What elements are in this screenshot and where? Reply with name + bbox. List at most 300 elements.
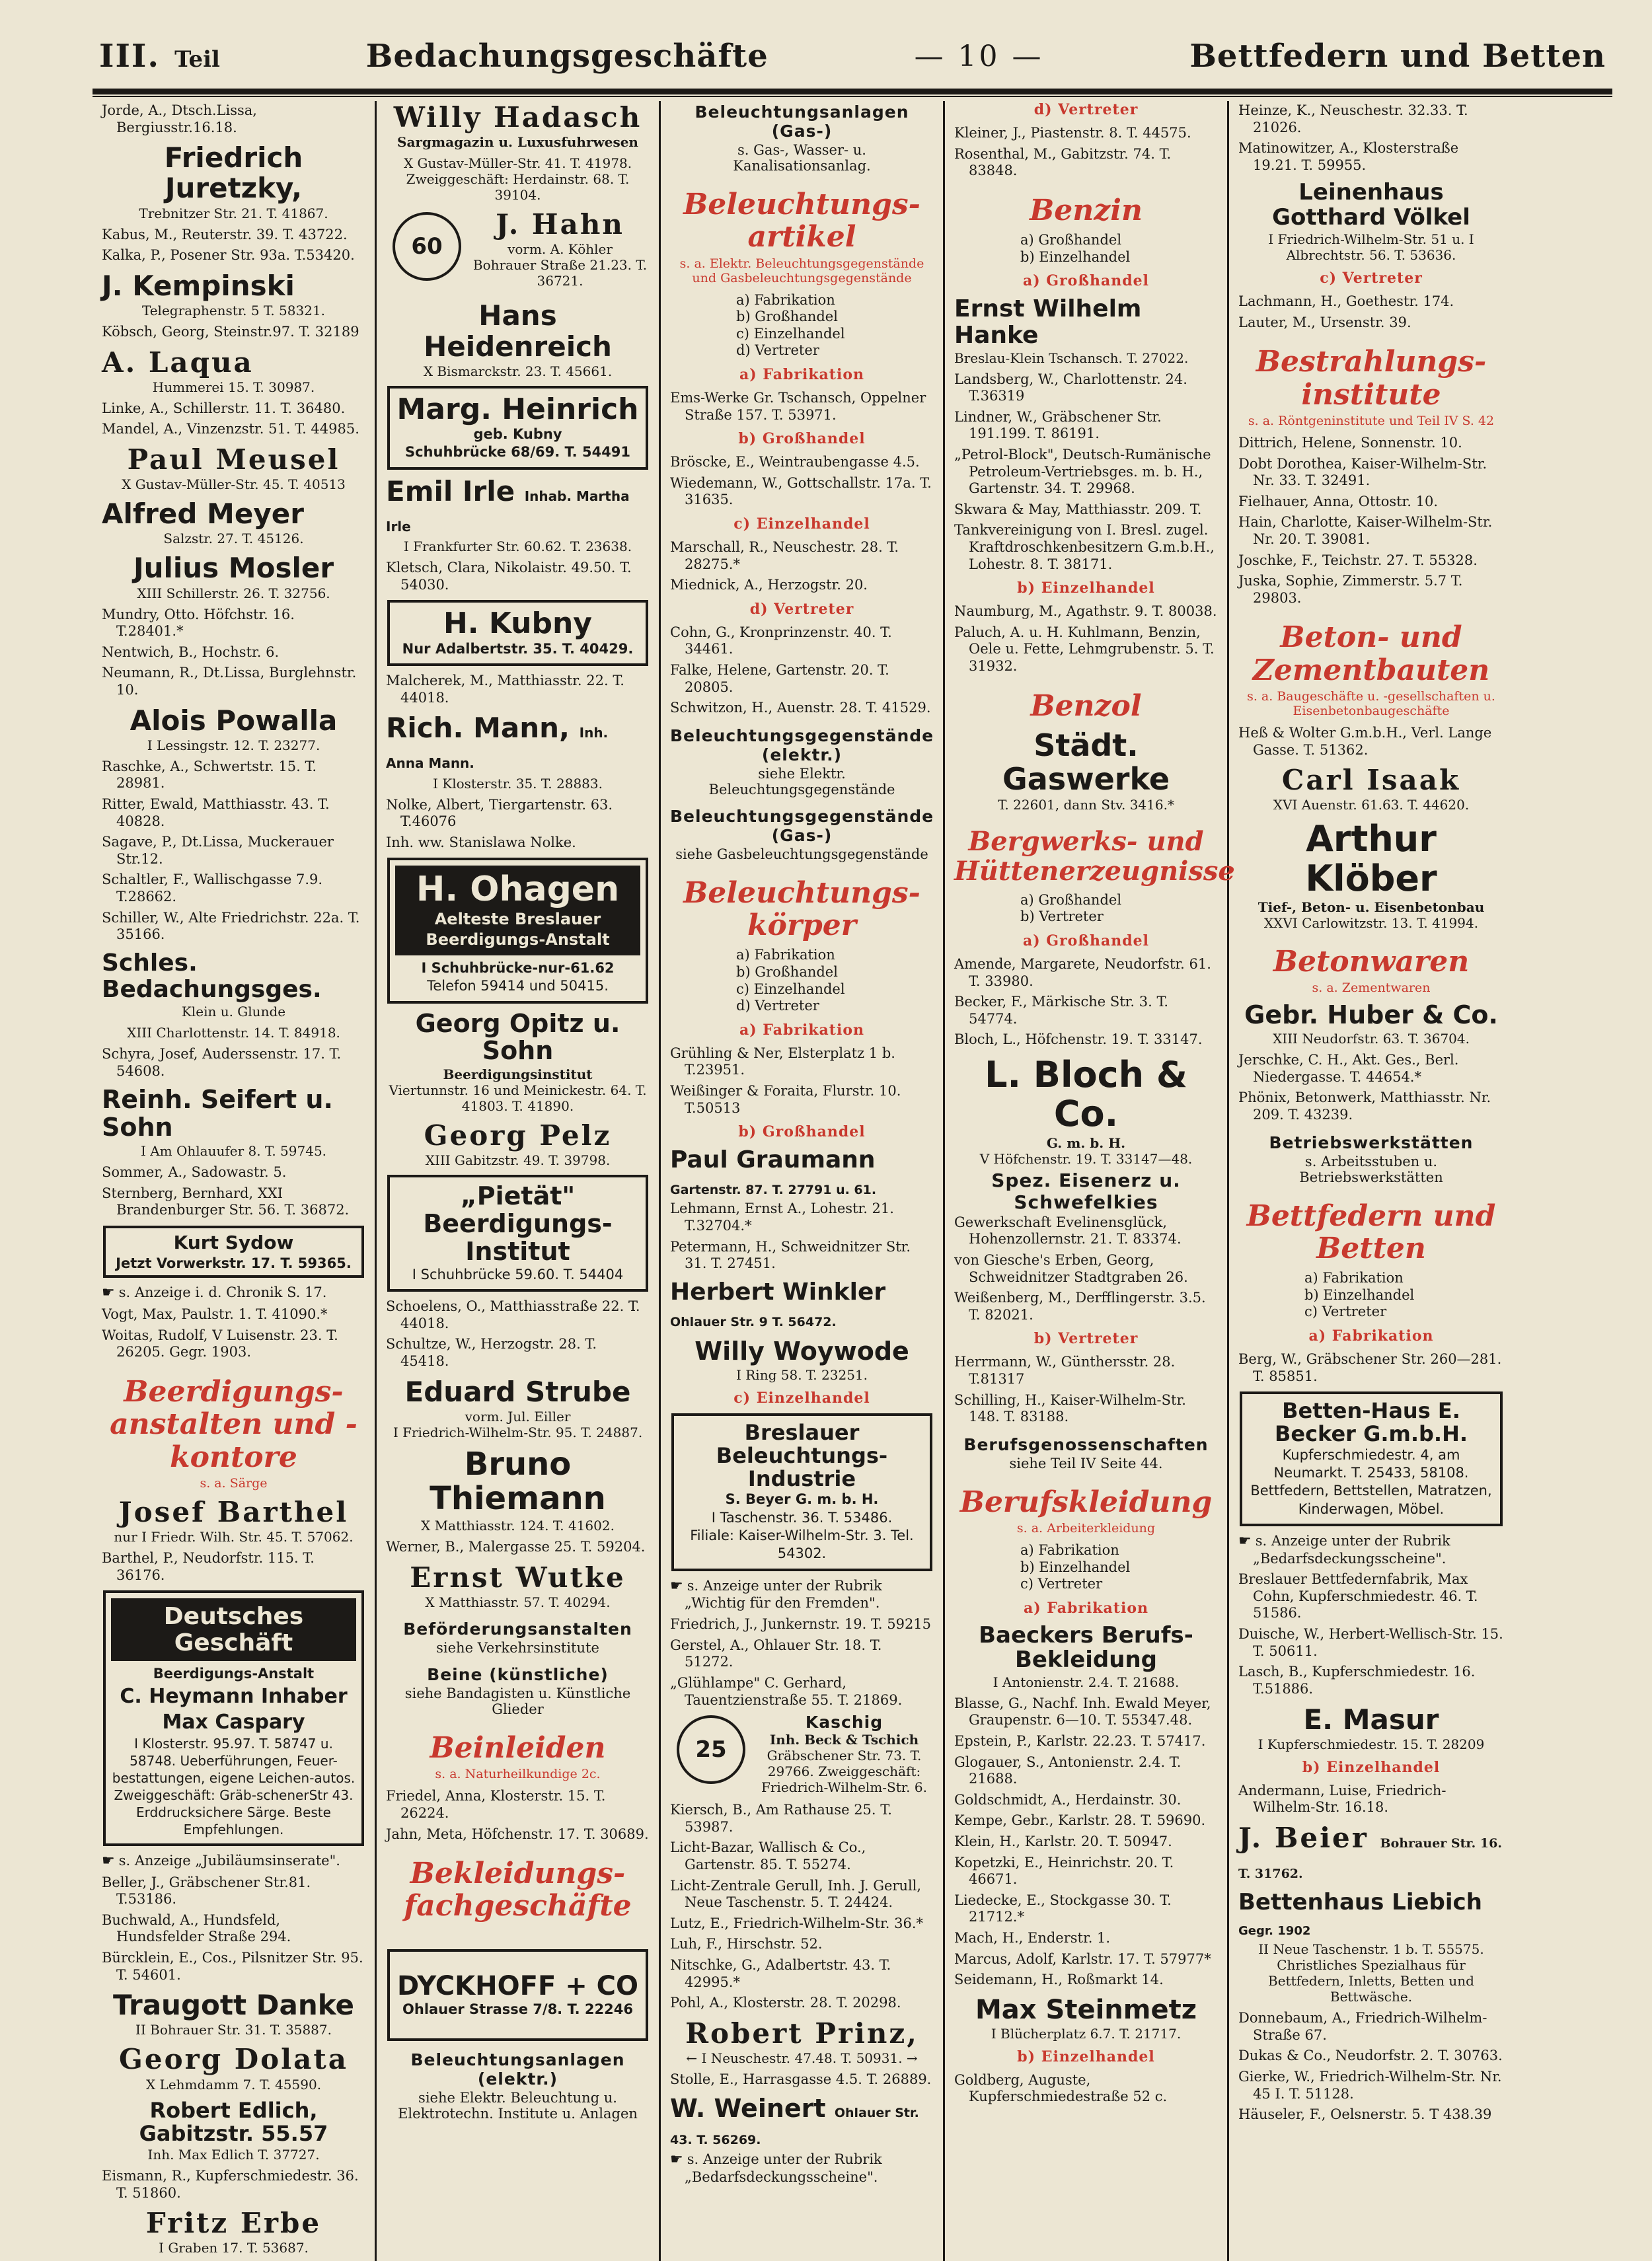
section-heading-benzol: Benzol	[1030, 688, 1142, 723]
ad-hanke-name: Ernst Wilhelm Hanke	[954, 295, 1142, 349]
entry: Kempe, Gebr., Karlstr. 28. T. 59690.	[954, 1812, 1206, 1829]
ad-mosler-address: XIII Schillerstr. 26. T. 32756.	[137, 585, 330, 601]
entry: Licht-Zentrale Gerull, Inh. J. Gerull, Neue Taschenstr. 5. T. 24424.	[670, 1877, 922, 1911]
category-list	[954, 232, 1218, 266]
ad-isaak-name: Carl Isaak	[1281, 764, 1461, 797]
subsection-heading: a) Großhandel	[1022, 272, 1150, 290]
ad-ohagen-line: Aelteste Breslauer	[434, 909, 601, 928]
entry-text: s. Anzeige unter der Rubrik „Wichtig für den Fremden".	[685, 1577, 882, 1612]
entry: Lauter, M., Ursenstr. 39.	[1238, 314, 1411, 330]
ad-heinrich-name: Marg. Heinrich	[396, 392, 639, 426]
ad-sydow-box	[103, 1226, 364, 1279]
header-rule-thin	[93, 96, 1612, 97]
ad-heymann-owner: C. Heymann Inhaber Max Caspary	[120, 1684, 348, 1734]
entry: Blasse, G., Nachf. Inh. Ewald Meyer, Graupenstr. 6—10. T. 55347.48.	[954, 1695, 1211, 1728]
entry: Schiller, W., Alte Friedrichstr. 22a. T. 35166.	[102, 909, 360, 943]
entry: Ritter, Ewald, Matthiasstr. 43. T. 40828.	[102, 796, 330, 829]
category-item: a) Fabrikation	[1020, 1542, 1119, 1559]
category-item: b) Großhandel	[736, 309, 838, 325]
part-label	[99, 38, 220, 75]
entry: Schultze, W., Herzogstr. 28. T. 45418.	[386, 1336, 597, 1369]
ad-heymann-title: Deutsches Geschäft	[163, 1603, 304, 1656]
entry: Andermann, Luise, Friedrich-Wilhelm-Str. 16.18.	[1238, 1782, 1446, 1816]
entry: Schoelens, O., Matthiasstraße 22. T. 44018.	[386, 1298, 640, 1331]
entry: Dittrich, Helene, Sonnenstr. 10.	[1238, 434, 1462, 451]
category-item: a) Fabrikation	[736, 291, 835, 308]
entry: Jerschke, C. H., Akt. Ges., Berl. Niedergasse. T. 44654.*	[1238, 1052, 1459, 1085]
ad-hahn-address: Bohrauer Straße 21.23. T. 36721.	[472, 257, 648, 289]
crossref: s. Arbeitsstuben u. Betriebswerkstätten	[1299, 1153, 1443, 1185]
section-heading-beinleiden: Beinleiden	[430, 1731, 606, 1765]
category-item: d) Vertreter	[736, 998, 819, 1014]
entry-text: s. Anzeige unter der Rubrik „Bedarfsdeckungsscheine".	[1253, 1532, 1450, 1567]
pointing-hand-icon: ☛	[670, 2151, 683, 2168]
ad-laqua-address: Hummerei 15. T. 30987.	[152, 379, 315, 395]
entry: Landsberg, W., Charlottenstr. 24. T.36319	[954, 371, 1187, 404]
entry: Klein, H., Karlstr. 20. T. 50947.	[954, 1833, 1172, 1849]
entry: Schilling, H., Kaiser-Wilhelm-Str. 148. T. 83188.	[954, 1391, 1186, 1425]
ad-seifert-address: I Am Ohlauufer 8. T. 59745.	[140, 1142, 327, 1159]
entry: Sagave, P., Dt.Lissa, Muckerauer Str.12.	[102, 834, 334, 867]
entry: Kalka, P., Posener Str. 93a. T.53420.	[102, 247, 355, 264]
ad-mann-name	[386, 713, 650, 774]
entry: Friedel, Anna, Klosterstr. 15. T. 26224.	[386, 1788, 606, 1821]
section-crossref: s. a. Zementwaren	[1312, 981, 1431, 996]
entry: Inh. ww. Stanislawa Nolke.	[386, 834, 576, 850]
ad-kubny-box	[387, 600, 648, 666]
entry: Bröscke, E., Weintraubengasse 4.5.	[670, 454, 920, 470]
header-rule-thick	[93, 89, 1612, 94]
ad-irle-owner: Inhab. Martha Irle	[386, 488, 630, 535]
subsection-heading: b) Großhandel	[738, 1123, 866, 1141]
ad-steinmetz-name: Max Steinmetz	[975, 1994, 1197, 2025]
ad-hahn	[386, 209, 650, 294]
section-crossref: s. a. Arbeiterkleidung	[1016, 1521, 1156, 1536]
ad-heinrich-box	[387, 386, 648, 470]
ad-liebich-founded: Gegr. 1902	[1238, 1923, 1311, 1938]
entry: Licht-Bazar, Wallisch & Co., Gartenstr. 85. T. 55274.	[670, 1839, 866, 1872]
entry: Gewerkschaft Evelinensglück, Hohenzollernstr. 21. T. 83374.	[954, 1214, 1182, 1247]
ad-mann-address: I Klosterstr. 35. T. 28883.	[433, 775, 603, 792]
ad-dolata-address: X Lehmdamm 7. T. 45590.	[145, 2076, 322, 2093]
ad-ohagen-banner	[395, 866, 640, 955]
ad-opitz-line: Beerdigungsinstitut	[443, 1066, 593, 1083]
page-number: — 10 —	[914, 39, 1044, 73]
ad-bloch-address: V Höfchenstr. 19. T. 33147—48.	[979, 1150, 1193, 1167]
ad-thiemann-name: Bruno Thiemann	[430, 1445, 606, 1518]
ad-barthel-address: nur I Friedr. Wilh. Str. 45. T. 57062.	[114, 1529, 354, 1545]
entry: Matinowitzer, A., Klosterstraße 19.21. T. 59955.	[1238, 140, 1459, 173]
ad-liebich-name	[1238, 1890, 1504, 1940]
ad-mann-owner: Inh. Anna Mann.	[386, 725, 609, 772]
entry: Epstein, P., Karlstr. 22.23. T. 57417.	[954, 1732, 1206, 1749]
entry: Häuseler, F., Oelsnerstr. 5. T 438.39	[1238, 2106, 1492, 2123]
ad-heymann-banner	[111, 1598, 356, 1661]
entry: Dukas & Co., Neudorfstr. 2. T. 30763.	[1238, 2048, 1503, 2064]
subsection-heading: a) Fabrikation	[739, 1021, 864, 1039]
ad-becker-box	[1240, 1391, 1503, 1526]
ad-prinz-name: Robert Prinz,	[685, 2017, 919, 2050]
column-3	[661, 101, 945, 2261]
category-list	[1238, 1270, 1504, 1321]
entry: Becker, F., Märkische Str. 3. T. 54774.	[954, 994, 1169, 1027]
entry: Mandel, A., Vinzenzstr. 51. T. 44985.	[102, 421, 359, 437]
entry: Mundry, Otto. Höfchstr. 16. T.28401.*	[102, 606, 295, 640]
subsection-heading: c) Einzelhandel	[733, 515, 870, 533]
entry: Schwitzon, H., Auenstr. 28. T. 41529.	[670, 700, 931, 716]
entry: Heinze, K., Neuschestr. 32.33. T. 21026.	[1238, 102, 1468, 135]
subsection-heading: b) Einzelhandel	[1302, 1758, 1441, 1776]
columns	[93, 101, 1612, 2256]
category-item: b) Einzelhandel	[1020, 1559, 1131, 1575]
column-1	[93, 101, 377, 2261]
ad-pietat-name: „Pietät" Beerdigungs-Institut	[423, 1181, 613, 1266]
entry: Donnebaum, A., Friedrich-Wilhelm-Straße 67.	[1238, 2010, 1487, 2043]
ad-huber-address: XIII Neudorfstr. 63. T. 36704.	[1273, 1031, 1470, 1047]
entry: Schaltler, F., Wallischgasse 7.9. T.28662.	[102, 871, 323, 905]
entry-text: s. Anzeige i. d. Chronik S. 17.	[118, 1284, 327, 1301]
entry: Fielhauer, Anna, Ottostr. 10.	[1238, 493, 1439, 509]
subsection-heading: b) Vertreter	[1033, 1330, 1139, 1348]
entry: Buchwald, A., Hundsfeld, Hundsfelder Straße 294.	[102, 1911, 291, 1945]
subsection-heading: c) Einzelhandel	[733, 1389, 870, 1407]
section-heading-bekleidung: Bekleidungs-fachgeschäfte	[404, 1857, 632, 1923]
subsection-heading: b) Einzelhandel	[1017, 2048, 1155, 2065]
ad-bbi-branch: Filiale: Kaiser-Wilhelm-Str. 3. Tel. 54302.	[690, 1528, 914, 1562]
category-list	[670, 947, 934, 1014]
heading-beleuchtungsanlagen-elektr: Beleuchtungsanlagen (elektr.)	[410, 2050, 625, 2089]
section-crossref: s. a. Naturheilkundige 2c.	[435, 1767, 601, 1782]
section-crossref: s. a. Elektr. Beleuchtungsgegenstände und Gasbeleuchtungsgegenstände	[679, 256, 924, 285]
heading-beleuchtungsgegenstaende-elektr: Beleuchtungsgegenstände (elektr.)	[670, 725, 934, 764]
ad-beleuchtungs-industrie-box	[671, 1413, 932, 1571]
entry: Joschke, F., Teichstr. 27. T. 55328.	[1238, 552, 1478, 568]
entry: Weißinger & Foraita, Flurstr. 10. T.50513	[670, 1083, 901, 1116]
header-title-left: Bedachungsgeschäfte	[365, 38, 769, 75]
entry: Linke, A., Schillerstr. 11. T. 36480.	[102, 400, 346, 416]
ad-liebich-title: Bettenhaus Liebich	[1238, 1889, 1482, 1916]
entry: Phönix, Betonwerk, Matthiasstr. Nr. 209. T. 43239.	[1238, 1090, 1491, 1123]
subsection-heading: a) Großhandel	[1022, 932, 1150, 949]
ad-opitz-name: Georg Opitz u. Sohn	[415, 1008, 620, 1066]
subsection-heading: a) Fabrikation	[739, 365, 864, 383]
entry	[102, 1853, 365, 1871]
entry: Naumburg, M., Agathstr. 9. T. 80038.	[954, 603, 1217, 620]
ad-meusel-address: X Gustav-Müller-Str. 45. T. 40513	[122, 476, 346, 493]
entry: Kleiner, J., Piastenstr. 8. T. 44575.	[954, 125, 1191, 141]
ad-bbi-company: S. Beyer G. m. b. H.	[725, 1491, 879, 1508]
ad-laqua-name: A. Laqua	[102, 346, 254, 379]
ad-winkler-name	[670, 1279, 934, 1331]
entry: Wiedemann, W., Gottschallstr. 17a. T. 31635.	[670, 474, 932, 508]
ad-winkler-title: Herbert Winkler	[670, 1278, 886, 1306]
ad-masur-name: E. Masur	[1303, 1703, 1439, 1736]
ad-thiemann-address: X Matthiasstr. 124. T. 41602.	[421, 1518, 615, 1534]
ad-heidenreich-address: X Bismarckstr. 23. T. 45661.	[423, 363, 613, 379]
heading-berufsgenossenschaften: Berufsgenossenschaften	[963, 1434, 1209, 1454]
ad-heymann-details: I Klosterstr. 95.97. T. 58747 u. 58748. Ueberführungen, Feuer-bestattungen, eigene Leichen-autos. Zweiggeschäft: Gräb-schenerStr 43. Erddrucksichere Särge. Beste Empfehlungen.	[112, 1735, 356, 1837]
part-word: Teil	[174, 46, 220, 73]
ad-beier-name	[1238, 1823, 1504, 1884]
entry: Rosenthal, M., Gabitzstr. 74. T. 83848.	[954, 145, 1172, 179]
crossref: siehe Verkehrsinstitute	[436, 1640, 599, 1656]
entry: Ems-Werke Gr. Tschansch, Oppelner Straße 157. T. 53971.	[670, 389, 926, 423]
entry: Raschke, A., Schwertstr. 15. T. 28981.	[102, 758, 317, 792]
ad-erbe-name: Fritz Erbe	[145, 2207, 322, 2240]
entry: Köbsch, Georg, Steinstr.97. T. 32189	[102, 324, 359, 340]
entry: Eismann, R., Kupferschmiedestr. 36. T. 51860.	[102, 2168, 359, 2201]
entry: von Giesche's Erben, Georg, Schweidnitzer Stadtgraben 26.	[954, 1251, 1188, 1285]
ad-hanke-address: Breslau-Klein Tschansch. T. 27022.	[954, 350, 1189, 366]
ad-irle-name	[386, 476, 650, 537]
ad-hadasch-name: Willy Hadasch	[393, 101, 642, 133]
ad-beier-title: J. Beier	[1238, 1821, 1369, 1854]
ad-meyer-name: Alfred Meyer	[102, 498, 304, 531]
ad-kaschig-owner: Inh. Beck & Tschich	[769, 1732, 919, 1748]
entry: Bürcklein, E., Cos., Pilsnitzer Str. 95. T. 54601.	[102, 1950, 363, 1983]
ad-heymann-line: Beerdigungs-Anstalt	[153, 1666, 315, 1682]
entry: Miednick, A., Herzogstr. 20.	[670, 577, 868, 593]
category-item: d) Vertreter	[736, 342, 819, 359]
entry: Nitschke, G., Adalbertstr. 43. T. 42995.*	[670, 1957, 891, 1990]
entry: Falke, Helene, Gartenstr. 20. T. 20805.	[670, 662, 889, 695]
subsection-heading: a) Fabrikation	[1023, 1599, 1148, 1617]
entry: Nolke, Albert, Tiergartenstr. 63. T.46076	[386, 796, 613, 830]
ad-heidenreich-name: Hans Heidenreich	[424, 299, 612, 363]
category-item: c) Einzelhandel	[736, 981, 845, 997]
subsection-heading: d) Vertreter	[749, 600, 854, 618]
category-list	[954, 892, 1218, 926]
pointing-hand-icon: ☛	[102, 1284, 115, 1302]
ad-meusel-name: Paul Meusel	[127, 443, 340, 476]
ad-kempinski-address: Telegraphenstr. 5 T. 58321.	[141, 303, 326, 318]
ad-irle-address: I Frankfurter Str. 60.62. T. 23638.	[403, 538, 632, 555]
ad-irle-title: Emil Irle	[386, 474, 515, 507]
ad-schles-address: XIII Charlottenstr. 14. T. 84918.	[127, 1025, 340, 1041]
ad-juretzky-address: Trebnitzer Str. 21. T. 41867.	[139, 205, 328, 221]
column-5	[1229, 101, 1513, 2261]
ad-bbi-name: Beleuchtungs-Industrie	[716, 1443, 888, 1492]
entry: Herrmann, W., Günthersstr. 28. T.81317	[954, 1354, 1176, 1387]
ad-voelkel-address: I Friedrich-Wilhelm-Str. 51 u. I Albrechtstr. 56. T. 53636.	[1268, 231, 1474, 264]
ad-powalla-address: I Lessingstr. 12. T. 23277.	[147, 737, 320, 753]
entry: Kletsch, Clara, Nikolaistr. 49.50. T. 54030.	[386, 560, 632, 593]
entry: Lehmann, Ernst A., Lohestr. 21. T.32704.*	[670, 1201, 894, 1234]
ad-juretzky-name: Friedrich Juretzky,	[164, 141, 303, 205]
section-heading-beerdigungsanstalten: Beerdigungs-anstalten und -kontore	[110, 1375, 357, 1474]
entry: Jahn, Meta, Höfchenstr. 17. T. 30689.	[386, 1826, 649, 1842]
section-heading-benzin: Benzin	[1030, 193, 1143, 227]
ad-schles-name: Schles. Bedachungsges.	[102, 949, 322, 1003]
category-item: c) Einzelhandel	[736, 325, 845, 342]
entry: Goldberg, Auguste, Kupferschmiedestraße 52 c.	[954, 2071, 1168, 2105]
ad-sydow-name: Kurt Sydow	[173, 1231, 294, 1253]
ad-hahn-former: vorm. A. Köhler	[507, 241, 613, 258]
section-heading-berufskleidung: Berufskleidung	[959, 1485, 1213, 1519]
ad-mosler-name: Julius Mosler	[133, 552, 334, 585]
entry: „Petrol-Block", Deutsch-Rumänische Petroleum-Vertriebsges. m. b. H., Gartenstr. 34. T. 29968.	[954, 446, 1211, 497]
entry: Bloch, L., Höfchenstr. 19. T. 33147.	[954, 1031, 1203, 1048]
ad-ohagen-box	[387, 858, 648, 1003]
ad-kaschig	[670, 1713, 934, 1800]
ad-kaschig-name: Kaschig	[805, 1713, 883, 1732]
ad-mann-title: Rich. Mann,	[386, 712, 570, 745]
ad-schles-owner: Klein u. Glunde	[181, 1004, 286, 1020]
section-crossref: s. a. Särge	[200, 1475, 268, 1491]
ad-kloeber-name: Arthur Klöber	[1305, 818, 1437, 899]
subsection-heading: c) Vertreter	[1320, 270, 1423, 287]
category-item: c) Vertreter	[1020, 1576, 1103, 1592]
section-crossref: s. a. Baugeschäfte u. -gesellschaften u. Eisenbetonbaugeschäfte	[1247, 688, 1495, 718]
ad-strube-former: vorm. Jul. Eiller	[465, 1408, 571, 1425]
ad-pelz-address: XIII Gabitzstr. 49. T. 39798.	[425, 1152, 611, 1169]
ad-winkler-address: Ohlauer Str. 9 T. 56472.	[670, 1314, 837, 1329]
category-item: c) Vertreter	[1304, 1304, 1387, 1320]
entry: Tankvereinigung von I. Bresl. zugel. Kraftdroschkenbesitzern G.m.b.H., Lohestr. 8. T. 38171.	[954, 522, 1215, 572]
ad-weinert-title: W. Weinert	[670, 2093, 826, 2123]
column-4	[945, 101, 1235, 2261]
entry: „Glühlampe" C. Gerhard, Tauentzienstraße 55. T. 21869.	[670, 1674, 903, 1708]
entry: Skwara & May, Matthiasstr. 209. T.	[954, 501, 1202, 517]
entry: Kiersch, B., Am Rathause 25. T. 53987.	[670, 1802, 892, 1835]
ad-ohagen-phone: Telefon 59414 und 50415.	[427, 978, 609, 994]
ad-kloeber-trade: Tief-, Beton- u. Eisenbetonbau	[1258, 899, 1485, 916]
anniversary-wreath-icon: 25	[677, 1715, 745, 1784]
entry: Beller, J., Gräbschener Str.81. T.53186.	[102, 1874, 311, 1908]
ad-voelkel-name: Leinenhaus Gotthard Völkel	[1272, 179, 1470, 231]
entry: Weißenberg, M., Derfflingerstr. 3.5. T. 82021.	[954, 1290, 1206, 1323]
heading-betriebswerkstaetten: Betriebswerkstätten	[1269, 1132, 1474, 1152]
section-heading-betonbauten: Beton- und Zementbauten	[1252, 620, 1490, 687]
heading-beleuchtungsgegenstaende-gas: Beleuchtungsgegenstände (Gas-)	[670, 806, 934, 845]
ad-hadasch-branch: Zweiggeschäft: Herdainstr. 68. T. 39104.	[406, 171, 630, 204]
category-item: b) Einzelhandel	[1020, 248, 1131, 265]
entry: Schyra, Josef, Auderssenstr. 17. T. 54608.	[102, 1046, 342, 1079]
ad-graumann-title: Paul Graumann	[670, 1146, 876, 1174]
entry: Berg, W., Gräbschener Str. 260—281. T. 85851.	[1238, 1351, 1502, 1384]
ad-beier-address: Bohrauer Str. 16. T. 31762.	[1238, 1835, 1502, 1882]
entry: Jorde, A., Dtsch.Lissa, Bergiusstr.16.18.	[102, 102, 257, 135]
section-heading-bettfedern: Bettfedern und Betten	[1246, 1199, 1496, 1265]
heading-befoerderungsanstalten: Beförderungsanstalten	[403, 1619, 632, 1639]
ad-wutke-address: X Matthiasstr. 57. T. 40294.	[425, 1594, 611, 1611]
entry	[670, 1578, 934, 1612]
ad-woywode-address: I Ring 58. T. 23251.	[735, 1366, 868, 1383]
ad-meyer-address: Salzstr. 27. T. 45126.	[163, 531, 304, 547]
ad-edlich-name: Robert Edlich, Gabitzstr. 55.57	[139, 2097, 328, 2146]
heading-beine: Beine (künstliche)	[427, 1665, 609, 1685]
ad-gaswerke-phone: T. 22601, dann Stv. 3416.*	[998, 797, 1174, 813]
crossref: siehe Gasbeleuchtungsgegenstände	[675, 846, 928, 862]
ad-opitz-address: Viertunnstr. 16 und Meinickestr. 64. T. 41803. T. 41890.	[389, 1082, 647, 1115]
category-item: a) Großhandel	[1020, 232, 1122, 248]
entry: Werner, B., Malergasse 25. T. 59204.	[386, 1539, 646, 1555]
ad-wutke-name: Ernst Wutke	[410, 1561, 626, 1594]
entry: Hain, Charlotte, Kaiser-Wilhelm-Str. Nr. 20. T. 39081.	[1238, 514, 1493, 548]
ad-dyckhoff-box	[387, 1949, 648, 2041]
ad-ohagen-line: Beerdigungs-Anstalt	[426, 930, 610, 949]
pointing-hand-icon: ☛	[670, 1577, 683, 1594]
ad-weinert-name	[670, 2095, 934, 2151]
ad-isaak-address: XVI Auenstr. 61.63. T. 44620.	[1273, 797, 1470, 813]
section-heading-beleuchtungsartikel: Beleuchtungs-artikel	[683, 188, 920, 254]
ad-kaschig-address: Gräbschener Str. 73. T. 29766. Zweiggeschäft: Friedrich-Wilhelm-Str. 6.	[761, 1748, 927, 1796]
ad-heinrich-maiden: geb. Kubny	[473, 426, 562, 443]
entry: Kopetzki, E., Heinrichstr. 20. T. 46671.	[954, 1854, 1174, 1888]
entry	[1238, 1533, 1504, 1567]
entry: Petermann, H., Schweidnitzer Str. 31. T. 27451.	[670, 1238, 911, 1272]
entry-text: s. Anzeige „Jubiläumsinserate".	[118, 1852, 340, 1869]
entry: Heß & Wolter G.m.b.H., Verl. Lange Gasse. T. 51362.	[1238, 724, 1492, 758]
ad-bbi-address: I Taschenstr. 36. T. 53486.	[711, 1509, 893, 1526]
crossref: siehe Bandagisten u. Künstliche Glieder	[404, 1686, 631, 1718]
crossref: siehe Elektr. Beleuchtung u. Elektrotechn. Institute u. Anlagen	[398, 2090, 638, 2122]
ad-weinert-address: Ohlauer Str. 43. T. 56269.	[670, 2105, 919, 2148]
entry: Glogauer, S., Antonienstr. 2.4. T. 21688.	[954, 1754, 1182, 1787]
ad-woywode-name: Willy Woywode	[695, 1337, 909, 1366]
ad-kloeber-address: XXVI Carlowitzstr. 13. T. 41994.	[1263, 915, 1479, 932]
ad-kempinski-name: J. Kempinski	[102, 269, 295, 302]
ad-pelz-name: Georg Pelz	[424, 1119, 612, 1152]
ad-barthel-name: Josef Barthel	[118, 1495, 349, 1528]
ad-hahn-name: J. Hahn	[496, 208, 624, 241]
ad-dyckhoff-name: DYCKHOFF + CO	[396, 1970, 639, 2001]
ad-danke-name: Traugott Danke	[112, 1989, 355, 2022]
entry: Amende, Margarete, Neudorfstr. 61. T. 33980.	[954, 955, 1211, 989]
ad-erbe-address: I Graben 17. T. 53687.	[159, 2240, 309, 2256]
entry: Liedecke, E., Stockgasse 30. T. 21712.*	[954, 1892, 1172, 1925]
part-number: III.	[99, 38, 161, 75]
entry: Lachmann, H., Goethestr. 174.	[1238, 293, 1454, 310]
ad-bbi-line: Breslauer	[744, 1419, 860, 1445]
entry: Gerstel, A., Ohlauer Str. 18. T. 51272.	[670, 1637, 882, 1670]
entry	[670, 2151, 934, 2186]
entry: Barthel, P., Neudorfstr. 115. T. 36176.	[102, 1550, 315, 1583]
category-item: a) Fabrikation	[736, 947, 835, 963]
ad-kubny-name: H. Kubny	[443, 607, 592, 641]
ad-baeckers-name: Baeckers Berufs-Bekleidung	[979, 1621, 1193, 1674]
category-item: b) Vertreter	[1020, 908, 1104, 925]
subsection-heading: d) Vertreter	[1033, 101, 1139, 118]
ad-powalla-name: Alois Powalla	[130, 704, 338, 737]
subsection-heading: a) Fabrikation	[1308, 1327, 1434, 1345]
entry: Mach, H., Enderstr. 1.	[954, 1930, 1111, 1946]
entry: Gierke, W., Friedrich-Wilhelm-Str. Nr. 45 I. T. 51128.	[1238, 2068, 1502, 2102]
ad-dyckhoff-address: Ohlauer Strasse 7/8. T. 22246	[402, 2001, 633, 2017]
ad-sydow-address: Jetzt Vorwerkstr. 17. T. 59365.	[116, 1255, 352, 1272]
heading-beleuchtungsanlagen-gas: Beleuchtungsanlagen (Gas-)	[695, 102, 909, 141]
entry: Friedrich, J., Junkernstr. 19. T. 59215	[670, 1616, 932, 1633]
ad-strube-address: I Friedrich-Wilhelm-Str. 95. T. 24887.	[393, 1424, 643, 1440]
ad-hadasch-line: Sargmagazin u. Luxusfuhrwesen	[397, 134, 638, 151]
ad-becker-address: Kupferschmiedestr. 4, am Neumarkt. T. 25433, 58108. Bettfedern, Bettstellen, Matratzen, Kinderwagen, Möbel.	[1250, 1446, 1492, 1517]
entry: Luh, F., Hirschstr. 52.	[670, 1936, 823, 1952]
ad-bloch-specialty: Spez. Eisenerz u. Schwefelkies	[991, 1169, 1181, 1213]
ad-bloch-name: L. Bloch & Co.	[985, 1053, 1187, 1135]
ad-prinz-address: ← I Neuschestr. 47.48. T. 50931. →	[686, 2050, 918, 2067]
ad-heinrich-address: Schuhbrücke 68/69. T. 54491	[404, 444, 631, 461]
ad-ohagen-address: I Schuhbrücke-nur-61.62	[421, 960, 615, 976]
section-heading-bergwerk: Bergwerks- und Hüttenerzeugnisse	[954, 826, 1235, 887]
entry: Stolle, E., Harrasgasse 4.5. T. 26889.	[670, 2071, 932, 2088]
ad-pietat-address: I Schuhbrücke 59.60. T. 54404	[412, 1266, 624, 1282]
anniversary-wreath-icon: 60	[393, 212, 461, 281]
entry: Sommer, A., Sadowastr. 5.	[102, 1164, 287, 1180]
category-item: b) Einzelhandel	[1304, 1286, 1415, 1303]
ad-graumann-name	[670, 1147, 934, 1199]
entry: Lasch, B., Kupferschmiedestr. 16. T.51886.	[1238, 1664, 1476, 1697]
entry-text: s. Anzeige unter der Rubrik „Bedarfsdeckungsscheine".	[685, 2151, 882, 2186]
